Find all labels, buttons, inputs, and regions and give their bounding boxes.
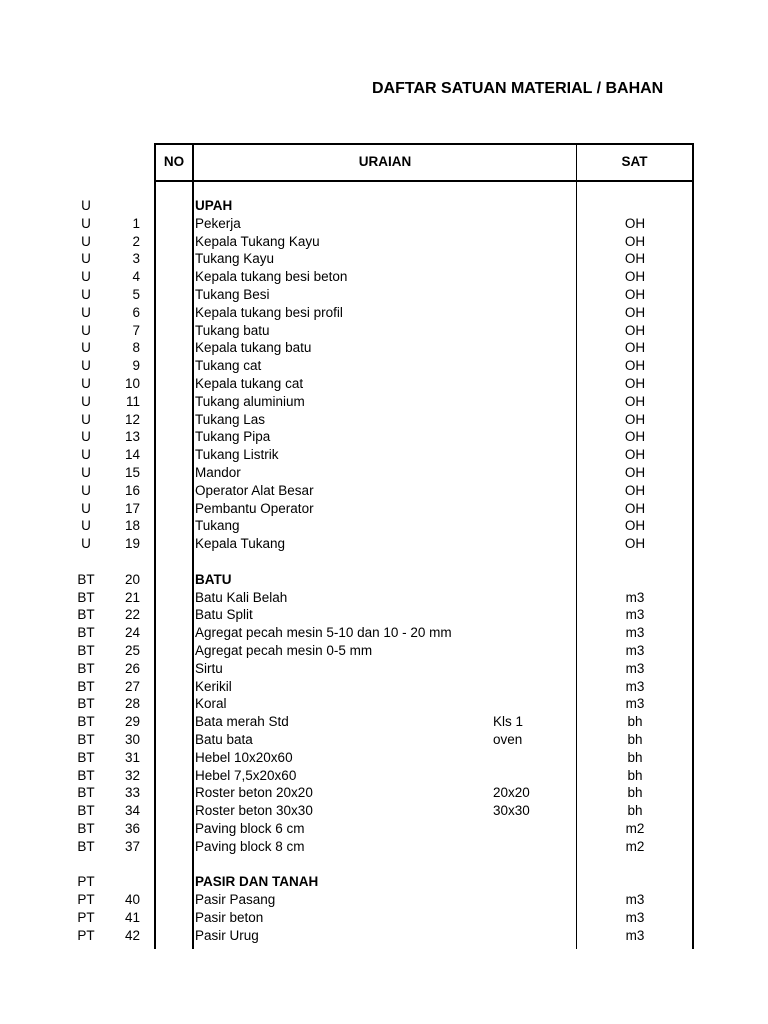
row-description: Bata merah Std [195,714,289,730]
row-unit: bh [627,767,643,783]
row-code: BT [77,714,95,730]
row-code: U [81,233,91,249]
table-row [0,784,768,802]
row-number: 8 [132,340,140,356]
row-description: Operator Alat Besar [195,482,314,498]
table-row [0,891,768,909]
row-description: Tukang cat [195,358,262,374]
header-sat: SAT [621,154,648,169]
row-unit: OH [624,447,646,463]
row-number: 14 [124,447,140,463]
row-code: U [81,322,91,338]
row-number: 17 [124,500,140,516]
row-description: Roster beton 30x30 [195,803,313,819]
table-row [0,606,768,624]
row-number: 4 [132,269,140,285]
row-code: U [81,429,91,445]
row-code: U [81,340,91,356]
row-code: BT [77,767,95,783]
header-bottom-border [154,180,694,182]
row-number: 31 [124,749,140,765]
spacer-row [0,855,768,873]
table-row [0,304,768,322]
row-number: 41 [124,909,140,925]
row-description: Hebel 10x20x60 [195,749,293,765]
row-unit: m3 [625,678,645,694]
row-code: BT [77,749,95,765]
row-description: Kepala tukang besi profil [195,304,343,320]
table-body [0,197,768,944]
table-row [0,731,768,749]
row-description: Batu Kali Belah [195,589,288,605]
table-row [0,357,768,375]
table-row [0,393,768,411]
section-row [0,197,768,215]
table-row [0,464,768,482]
row-unit: bh [627,803,643,819]
table-row [0,642,768,660]
row-unit: OH [624,518,646,534]
table-row [0,215,768,233]
row-description: Tukang Listrik [195,447,279,463]
table-row [0,250,768,268]
row-code: BT [77,607,95,623]
row-number: 26 [124,660,140,676]
row-unit: m3 [625,696,645,712]
row-description: Tukang [195,518,240,534]
row-unit: m3 [625,607,645,623]
header-no: NO [163,154,185,169]
row-code: BT [77,696,95,712]
row-unit: m3 [625,927,645,943]
row-description: Agregat pecah mesin 0-5 mm [195,642,373,658]
row-number: 5 [132,286,140,302]
row-number: 36 [124,820,140,836]
row-code: U [81,251,91,267]
row-number: 18 [124,518,140,534]
row-description: Hebel 7,5x20x60 [195,767,297,783]
spacer-row [0,553,768,571]
section-title: UPAH [195,198,233,213]
row-unit: OH [624,411,646,427]
row-unit: m3 [625,909,645,925]
row-unit: m3 [625,642,645,658]
row-description: Pekerja [195,215,241,231]
table-row [0,802,768,820]
row-code: BT [77,820,95,836]
table-row [0,233,768,251]
row-description: Paving block 6 cm [195,820,305,836]
table-row [0,820,768,838]
row-number: 27 [124,678,140,694]
row-number: 30 [124,731,140,747]
table-row [0,446,768,464]
row-number: 28 [124,696,140,712]
row-description: Pembantu Operator [195,500,314,516]
row-description: Kepala tukang batu [195,340,312,356]
row-code: BT [77,571,95,587]
row-number: 2 [132,233,140,249]
row-code: BT [77,678,95,694]
row-unit: m3 [625,660,645,676]
row-number: 11 [125,393,140,409]
row-number: 9 [132,358,140,374]
row-code: PT [77,892,95,908]
table-row [0,428,768,446]
table-row [0,411,768,429]
table-row [0,624,768,642]
row-description: Roster beton 20x20 [195,785,313,801]
table-row [0,482,768,500]
row-description: Kerikil [195,678,232,694]
row-code: U [81,375,91,391]
row-unit: bh [627,785,643,801]
row-code: U [81,536,91,552]
row-number: 16 [124,482,140,498]
section-row [0,873,768,891]
row-description: Tukang Las [195,411,266,427]
row-number: 24 [124,625,140,641]
row-unit: OH [624,340,646,356]
row-unit: bh [627,749,643,765]
row-code: U [81,393,91,409]
row-code: BT [77,625,95,641]
row-number: 19 [124,536,140,552]
row-number: 40 [124,892,140,908]
table-row [0,500,768,518]
row-code: BT [77,589,95,605]
section-title: PASIR DAN TANAH [195,874,319,890]
row-code: BT [77,660,95,676]
row-unit: OH [624,500,646,516]
table-row [0,375,768,393]
row-code: U [81,411,91,427]
row-note: Kls 1 [493,714,524,730]
row-unit: m2 [625,820,645,836]
row-unit: OH [624,286,646,302]
table-row [0,713,768,731]
table-row [0,838,768,856]
row-number: 1 [132,215,140,231]
row-unit: OH [624,375,646,391]
table-row [0,268,768,286]
row-number: 10 [124,375,140,391]
row-code: U [81,198,91,213]
document-title: DAFTAR SATUAN MATERIAL / BAHAN [372,80,664,97]
table-row [0,749,768,767]
row-description: Batu Split [195,607,253,623]
row-number: 21 [124,589,140,605]
row-number: 12 [124,411,140,427]
table-row [0,678,768,696]
row-description: Pasir beton [195,909,264,925]
row-description: Tukang Besi [195,286,270,302]
row-unit: m3 [625,892,645,908]
section-title: BATU [195,571,232,587]
row-code: U [81,464,91,480]
row-code: U [81,269,91,285]
row-code: PT [77,909,95,925]
row-note: 20x20 [493,785,530,801]
row-description: Koral [195,696,227,712]
row-unit: bh [627,714,643,730]
row-number: 34 [124,803,140,819]
row-code: BT [77,731,95,747]
row-number: 22 [124,607,140,623]
row-description: Tukang aluminium [195,393,305,409]
table-row [0,517,768,535]
row-unit: OH [624,322,646,338]
row-unit: m2 [625,838,645,854]
table-row [0,909,768,927]
row-number: 15 [124,464,140,480]
row-unit: OH [624,251,646,267]
row-description: Batu bata [195,731,253,747]
row-unit: m3 [625,625,645,641]
row-code: U [81,447,91,463]
row-note: oven [493,731,523,747]
row-number: 37 [124,838,140,854]
row-number: 42 [124,927,140,943]
header-uraian: URAIAN [358,154,412,169]
table-row [0,660,768,678]
row-unit: OH [624,482,646,498]
table-row [0,589,768,607]
row-number: 6 [132,304,140,320]
row-code: BT [77,785,95,801]
row-note: 30x30 [493,803,530,819]
row-number: 33 [124,785,140,801]
table-row [0,695,768,713]
row-description: Tukang Kayu [195,251,275,267]
row-unit: OH [624,304,646,320]
table-row [0,339,768,357]
row-unit: OH [624,536,646,552]
row-number: 29 [124,714,140,730]
row-code: U [81,482,91,498]
row-number: 7 [132,322,140,338]
table-row [0,927,768,945]
row-description: Kepala tukang cat [195,375,304,391]
row-number: 20 [124,571,140,587]
row-description: Mandor [195,464,241,480]
row-code: BT [77,803,95,819]
row-code: PT [77,927,95,943]
row-description: Sirtu [195,660,223,676]
row-unit: m3 [625,589,645,605]
row-description: Kepala Tukang [195,536,286,552]
table-row [0,322,768,340]
row-code: BT [77,838,95,854]
row-description: Pasir Urug [195,927,259,943]
row-unit: bh [627,731,643,747]
row-code: U [81,358,91,374]
row-description: Pasir Pasang [195,892,276,908]
row-code: BT [77,642,95,658]
row-unit: OH [624,358,646,374]
row-unit: OH [624,464,646,480]
row-number: 32 [124,767,140,783]
row-code: U [81,518,91,534]
row-code: U [81,215,91,231]
section-row [0,571,768,589]
row-description: Kepala tukang besi beton [195,269,348,285]
row-code: PT [77,874,95,890]
row-unit: OH [624,233,646,249]
row-number: 13 [124,429,140,445]
row-description: Kepala Tukang Kayu [195,233,320,249]
row-unit: OH [624,393,646,409]
row-code: U [81,304,91,320]
row-code: U [81,286,91,302]
row-number: 25 [124,642,140,658]
row-number: 3 [132,251,140,267]
row-description: Tukang batu [195,322,270,338]
row-description: Tukang Pipa [195,429,271,445]
row-unit: OH [624,215,646,231]
row-description: Agregat pecah mesin 5-10 dan 10 - 20 mm [195,625,452,641]
table-row [0,535,768,553]
row-unit: OH [624,429,646,445]
row-unit: OH [624,269,646,285]
row-description: Paving block 8 cm [195,838,305,854]
row-code: U [81,500,91,516]
table-row [0,767,768,785]
table-row [0,286,768,304]
